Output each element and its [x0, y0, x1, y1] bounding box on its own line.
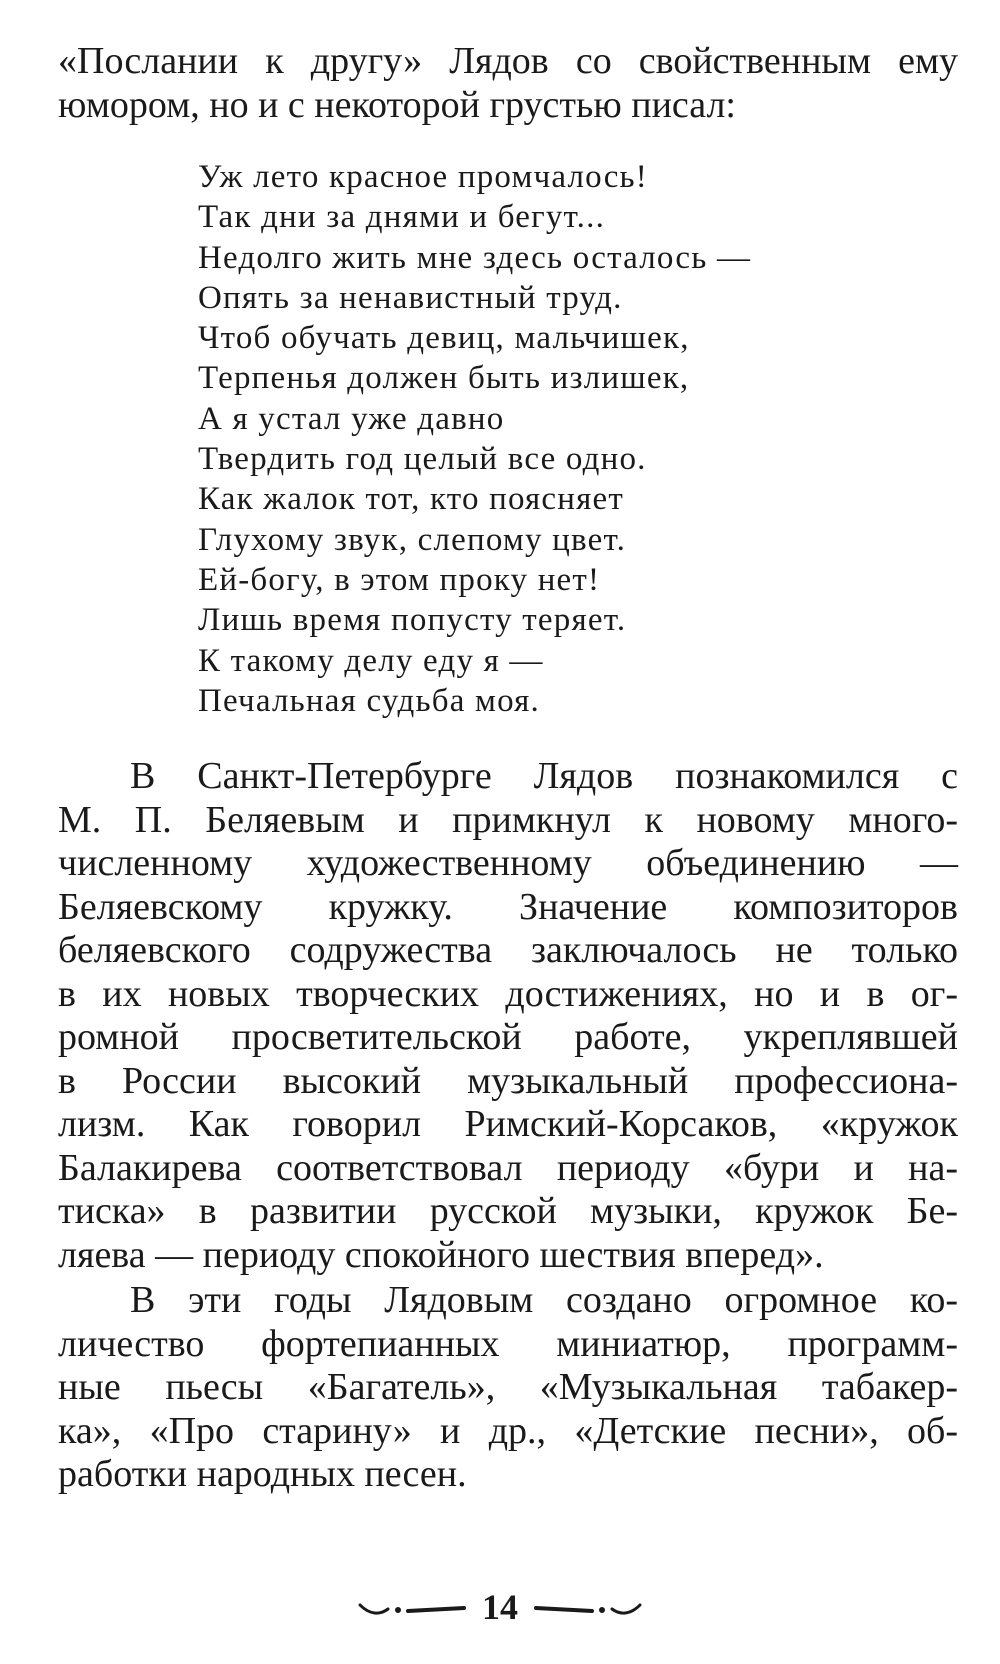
poem-verse: Лишь время попусту теряет.	[198, 602, 627, 639]
poem-verse: Терпенья должен быть излишек,	[198, 360, 690, 397]
poem-verse: Так дни за днями и бегут...	[198, 199, 606, 236]
text-line: в их новых творческих достижениях, но и в ог-	[58, 972, 958, 1015]
poem-verse: Печальная судьба моя.	[198, 682, 540, 719]
text-line: в России высокий музыкальный профессиона-	[58, 1059, 958, 1102]
text-line: Беляевскому кружку. Значение композиторов	[58, 885, 958, 928]
poem-verse: Ей-богу, в этом проку нет!	[198, 561, 601, 598]
text-line: тиска» в развитии русской музыки, кружок Бе-	[58, 1190, 958, 1233]
page-footer	[0, 1582, 1000, 1632]
page-content	[58, 40, 958, 1497]
text-line: В Санкт-Петербурге Лядов познакомился с	[130, 755, 958, 798]
left-ornament-icon	[358, 1595, 468, 1619]
intro-paragraph	[58, 40, 958, 127]
text-line: ные пьесы «Багатель», «Музыкальная табакер-	[58, 1366, 958, 1409]
body-paragraph	[58, 755, 958, 1277]
text-line: ка», «Про старину» и др., «Детские песни», об-	[58, 1409, 958, 1452]
text-line: М. П. Беляевым и примкнул к новому много-	[58, 798, 958, 841]
poem-verse: Глухому звук, слепому цвет.	[198, 521, 627, 558]
poem-verse: Недолго жить мне здесь осталось —	[198, 239, 752, 276]
text-line: В эти годы Лядовым создано огромное ко-	[130, 1279, 958, 1322]
poem-verse: Как жалок тот, кто поясняет	[198, 481, 624, 518]
text-line: лизм. Как говорил Римский-Корсаков, «кружок	[58, 1103, 958, 1146]
body-paragraph	[58, 1279, 958, 1497]
poem-verse: А я устал уже давно	[198, 400, 505, 437]
page-number: 14	[482, 1587, 518, 1627]
poem-verse: Опять за ненавистный труд.	[198, 279, 623, 316]
text-line: беляевского содружества заключалось не только	[58, 929, 958, 972]
poem-verse: Твердить год целый все одно.	[198, 441, 647, 478]
text-line: юмором, но и с некоторой грустью писал:	[58, 83, 736, 126]
text-line: численному художественному объединению —	[58, 842, 958, 885]
poem-verse: Чтоб обучать девиц, мальчишек,	[198, 320, 690, 357]
text-line: ромной просветительской работе, укреплявшей	[58, 1016, 958, 1059]
poem-verse: К такому делу еду я —	[198, 642, 544, 679]
poem-verse: Уж лето красное промчалось!	[198, 159, 648, 195]
text-line: ляева — периоду спокойного шествия вперед».	[58, 1233, 824, 1276]
text-line: личество фортепианных миниатюр, программ-	[58, 1322, 958, 1365]
text-line: работки народных песен.	[58, 1453, 467, 1496]
right-ornament-icon	[532, 1595, 642, 1619]
text-line: Балакирева соответствовал периоду «бури и на-	[58, 1146, 958, 1189]
text-line: «Послании к другу» Лядов со свойственным ему	[58, 40, 958, 82]
poem-block	[198, 157, 958, 721]
